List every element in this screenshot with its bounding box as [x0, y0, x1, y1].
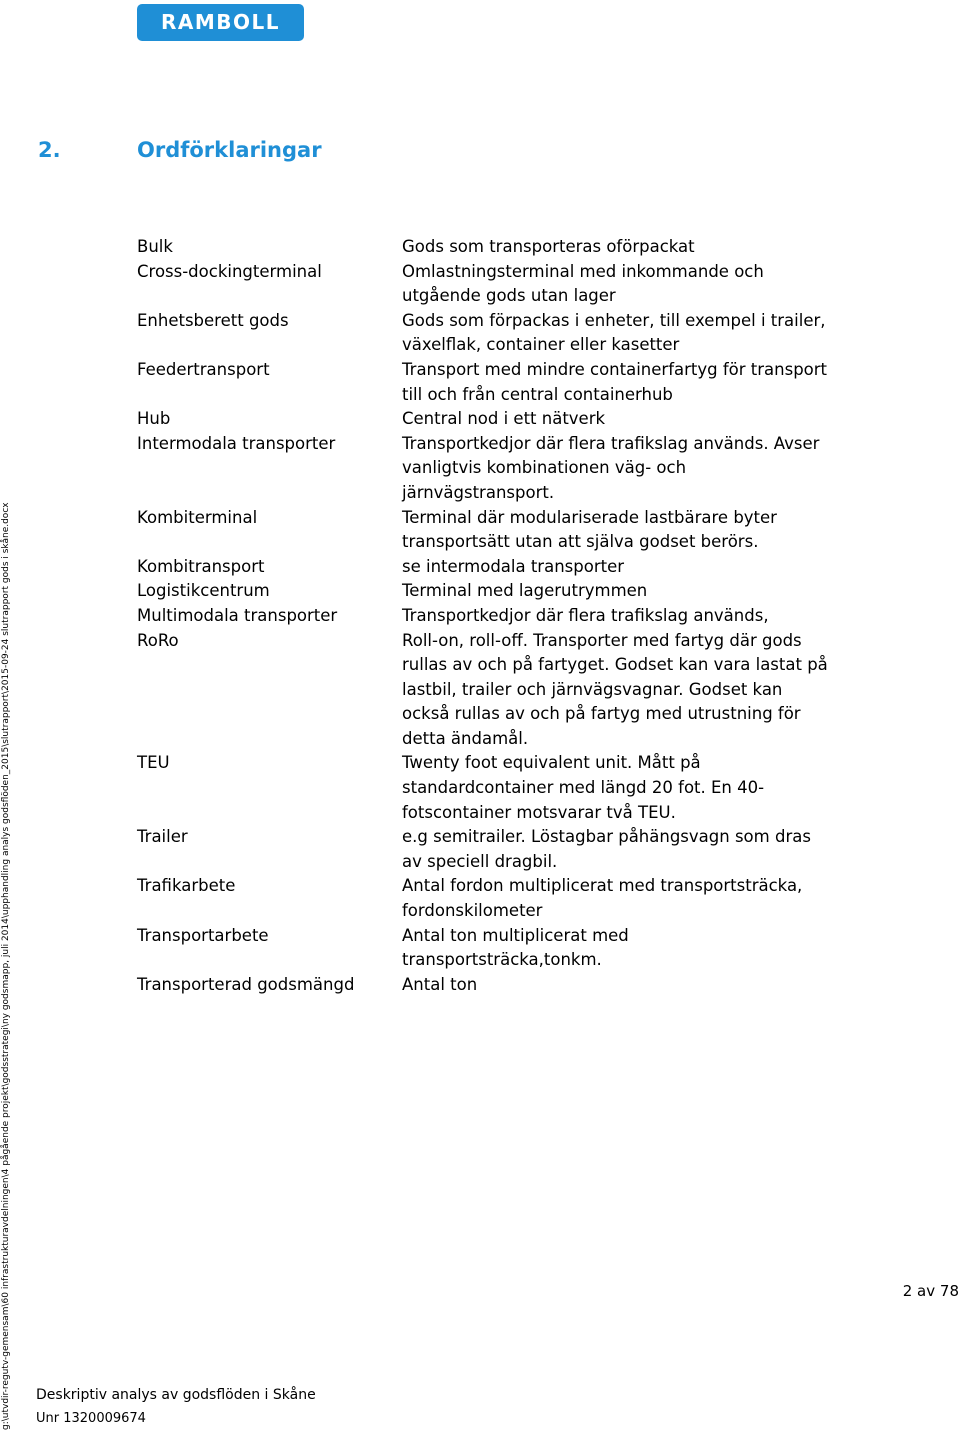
glossary-term: Hub [137, 409, 171, 429]
definition-line: Terminal där modulariserade lastbärare byter [402, 507, 777, 527]
glossary-row [137, 506, 857, 555]
glossary-term: Intermodala transporter [137, 433, 336, 453]
footer-unr: Unr 1320009674 [36, 1411, 146, 1426]
glossary-row [137, 235, 857, 260]
glossary-definition [402, 629, 847, 752]
document-file-path: g:\utvdir-regutv-gemensam\60 infrastrukturavdelningen\4 pågående projekt\godsstrategi\ny godsmapp, juli 2014\upphandling analys godsflöden_2015\slutrapport\2015-09-24 slutrapport gods i skåne.docx [1, 502, 11, 1430]
definition-line: växelflak, container eller kasetter [402, 335, 680, 355]
glossary-row [137, 407, 857, 432]
glossary-row [137, 358, 857, 407]
glossary-row [137, 924, 857, 973]
page-number: 2 av 78 [902, 1282, 959, 1300]
definition-line: utgående gods utan lager [402, 286, 616, 306]
glossary-row [137, 604, 857, 629]
glossary-definition [402, 604, 847, 629]
glossary-term: Feedertransport [137, 359, 270, 379]
definition-line: Transport med mindre containerfartyg för transport [402, 359, 828, 379]
glossary-term: Multimodala transporter [137, 605, 338, 625]
definition-line: Twenty foot equivalent unit. Mått på [402, 753, 701, 773]
definition-line: till och från central containerhub [402, 384, 673, 404]
definition-line: fotscontainer motsvarar två TEU. [402, 802, 676, 822]
glossary-definition [402, 432, 847, 506]
glossary-row [137, 629, 857, 752]
definition-line: e.g semitrailer. Löstagbar påhängsvagn som dras [402, 827, 811, 847]
definition-line: detta ändamål. [402, 728, 529, 748]
glossary-row [137, 432, 857, 506]
glossary-table [137, 235, 857, 997]
glossary-term: RoRo [137, 630, 179, 650]
definition-line: rullas av och på fartyget. Godset kan vara lastat på [402, 655, 828, 675]
glossary-definition [402, 260, 847, 309]
glossary-definition [402, 358, 847, 407]
glossary-term: Bulk [137, 237, 173, 256]
glossary-term: Cross-dockingterminal [137, 261, 322, 281]
definition-line: Gods som transporteras oförpackat [402, 237, 695, 256]
glossary-definition [402, 973, 847, 998]
definition-line: Antal ton multiplicerat med [402, 925, 629, 945]
glossary-term: Transporterad godsmängd [137, 974, 355, 994]
definition-line: av speciell dragbil. [402, 851, 558, 871]
definition-line: Gods som förpackas i enheter, till exempel i trailer, [402, 310, 826, 330]
definition-line: standardcontainer med längd 20 fot. En 40- [402, 778, 765, 798]
glossary-term: Kombitransport [137, 556, 265, 576]
glossary-definition [402, 506, 847, 555]
glossary-row [137, 579, 857, 604]
definition-line: se intermodala transporter [402, 556, 625, 576]
footer-document-title: Deskriptiv analys av godsflöden i Skåne [36, 1387, 316, 1403]
definition-line: Transportkedjor där flera trafikslag används. Avser [402, 433, 820, 453]
definition-line: Omlastningsterminal med inkommande och [402, 261, 764, 281]
glossary-definition [402, 407, 847, 432]
glossary-definition [402, 555, 847, 580]
definition-line: Transportkedjor där flera trafikslag används, [402, 605, 769, 625]
glossary-row [137, 973, 857, 998]
glossary-definition [402, 751, 847, 825]
definition-line: järnvägstransport. [402, 482, 555, 502]
glossary-definition [402, 924, 847, 973]
glossary-row [137, 309, 857, 358]
glossary-definition [402, 579, 847, 604]
glossary-term: Transportarbete [137, 925, 269, 945]
glossary-definition [402, 874, 847, 923]
definition-line: vanligtvis kombinationen väg- och [402, 458, 687, 478]
definition-line: Antal ton [402, 974, 478, 994]
ramboll-logo: RAMBOLL [137, 4, 304, 41]
glossary-term: Kombiterminal [137, 507, 258, 527]
glossary-term: Logistikcentrum [137, 581, 270, 601]
definition-line: transportsätt utan att själva godset berörs. [402, 532, 759, 552]
glossary-definition [402, 235, 847, 260]
definition-line: Central nod i ett nätverk [402, 409, 606, 429]
glossary-term: Enhetsberett gods [137, 310, 289, 330]
definition-line: också rullas av och på fartyg med utrustning för [402, 704, 801, 724]
definition-line: transportsträcka,tonkm. [402, 950, 602, 970]
glossary-definition [402, 309, 847, 358]
glossary-row [137, 555, 857, 580]
glossary-row [137, 825, 857, 874]
definition-line: Antal fordon multiplicerat med transportsträcka, [402, 876, 803, 896]
glossary-definition [402, 825, 847, 874]
glossary-term: TEU [137, 753, 170, 773]
glossary-row [137, 751, 857, 825]
glossary-term: Trafikarbete [137, 876, 236, 896]
section-number: 2. [38, 138, 61, 162]
definition-line: Terminal med lagerutrymmen [402, 581, 648, 601]
glossary-term: Trailer [137, 827, 188, 847]
glossary-row [137, 260, 857, 309]
definition-line: Roll-on, roll-off. Transporter med fartyg där gods [402, 630, 802, 650]
section-title: Ordförklaringar [137, 138, 322, 162]
definition-line: fordonskilometer [402, 901, 543, 921]
definition-line: lastbil, trailer och järnvägsvagnar. Godset kan [402, 679, 783, 699]
glossary-row [137, 874, 857, 923]
